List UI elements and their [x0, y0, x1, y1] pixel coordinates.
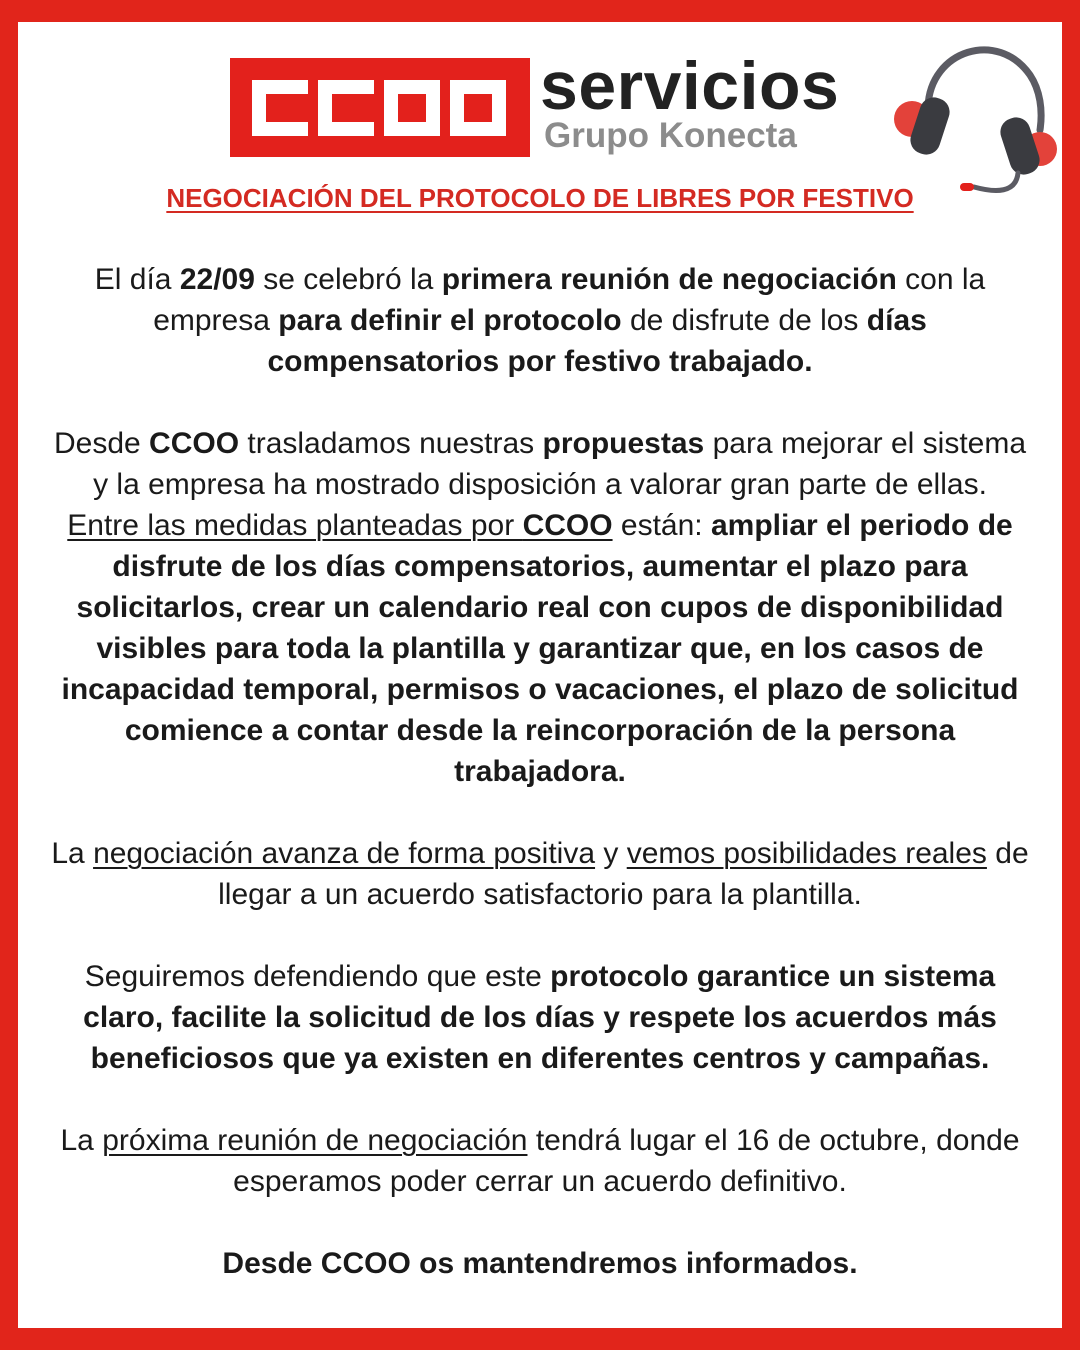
- text-line: [18, 1161, 1062, 1202]
- underlined-text: vemos posibilidades reales: [626, 837, 987, 870]
- ccoo-logo: [230, 58, 530, 157]
- text-segment: El día: [94, 263, 180, 296]
- text-line: [18, 997, 1062, 1038]
- bold-text: disfrute de los días compensatorios, aumentar el plazo para: [112, 550, 968, 583]
- text-line: [18, 669, 1062, 710]
- text-segment: y: [595, 837, 627, 870]
- text-segment: para mejorar el sistema: [704, 427, 1027, 460]
- text-segment: con la: [896, 263, 986, 296]
- text-line: [18, 505, 1062, 546]
- bold-text: compensatorios por festivo trabajado.: [267, 345, 813, 378]
- paragraph-6: [18, 1243, 1062, 1284]
- underlined-text: negociación avanza de forma positiva: [93, 837, 596, 870]
- text-line: [18, 341, 1062, 382]
- underlined-text: Entre las medidas planteadas por: [67, 509, 523, 542]
- bold-text: incapacidad temporal, permisos o vacaciones, el plazo de solicitud: [61, 673, 1019, 706]
- bold-text: solicitarlos, crear un calendario real con cupos de disponibilidad: [76, 591, 1004, 624]
- text-segment: se celebró la: [254, 263, 442, 296]
- text-segment: esperamos poder cerrar un acuerdo definitivo.: [233, 1165, 847, 1198]
- text-segment: tendrá lugar el 16 de octubre, donde: [527, 1124, 1020, 1157]
- bold-text: beneficiosos que ya existen en diferentes centros y campañas.: [90, 1042, 990, 1075]
- text-segment: y la empresa ha mostrado disposición a valorar gran parte de ellas.: [93, 468, 987, 501]
- bold-text: para definir el protocolo: [278, 304, 622, 337]
- bold-text: protocolo garantice un sistema: [550, 960, 996, 993]
- headset-icon: [890, 35, 1060, 200]
- text-segment: de disfrute de los: [621, 304, 867, 337]
- bold-text: visibles para toda la plantilla y garantizar que, en los casos de: [96, 632, 984, 665]
- bold-text: claro, facilite la solicitud de los días y respete los acuerdos más: [83, 1001, 997, 1034]
- text-line: [18, 587, 1062, 628]
- text-line: [18, 1038, 1062, 1079]
- text-line: [18, 259, 1062, 300]
- text-line: [18, 628, 1062, 669]
- paragraph-4: [18, 956, 1062, 1079]
- body-text: [18, 259, 1062, 1325]
- text-segment: trasladamos nuestras: [239, 427, 543, 460]
- text-segment: La: [51, 837, 94, 870]
- brand-subtitle: Grupo Konecta: [544, 116, 797, 155]
- text-segment: de: [986, 837, 1029, 870]
- text-segment: empresa: [153, 304, 279, 337]
- bold-text: primera reunión de negociación: [441, 263, 897, 296]
- paragraph-1: [18, 259, 1062, 382]
- bold-text: propuestas: [542, 427, 705, 460]
- bold-underlined-text: CCOO: [522, 509, 613, 542]
- text-segment: están:: [612, 509, 711, 542]
- bold-text: 22/09: [179, 263, 255, 296]
- brand-name: servicios: [540, 48, 840, 124]
- text-line: [18, 300, 1062, 341]
- text-line: [18, 423, 1062, 464]
- text-line: [18, 1243, 1062, 1284]
- text-line: [18, 874, 1062, 915]
- bold-text: CCOO: [149, 427, 240, 460]
- text-line: [18, 710, 1062, 751]
- text-line: [18, 956, 1062, 997]
- page-title: NEGOCIACIÓN DEL PROTOCOLO DE LIBRES POR FESTIVO: [166, 183, 914, 213]
- text-line: [18, 1120, 1062, 1161]
- paragraph-5: [18, 1120, 1062, 1202]
- paragraph-3: [18, 833, 1062, 915]
- text-line: [18, 464, 1062, 505]
- bold-text: ampliar el periodo de: [710, 509, 1013, 542]
- text-segment: Seguiremos defendiendo que este: [84, 960, 551, 993]
- text-segment: llegar a un acuerdo satisfactorio para la plantilla.: [218, 878, 862, 911]
- text-segment: Desde: [53, 427, 150, 460]
- bold-text: trabajadora.: [454, 755, 626, 788]
- bold-text: días: [866, 304, 927, 337]
- text-segment: La: [60, 1124, 103, 1157]
- text-line: [18, 833, 1062, 874]
- bold-text: comience a contar desde la reincorporación de la persona: [124, 714, 956, 747]
- text-line: [18, 546, 1062, 587]
- paragraph-2: [18, 423, 1062, 792]
- text-line: [18, 751, 1062, 792]
- underlined-text: próxima reunión de negociación: [102, 1124, 528, 1157]
- bold-text: Desde CCOO os mantendremos informados.: [222, 1247, 858, 1280]
